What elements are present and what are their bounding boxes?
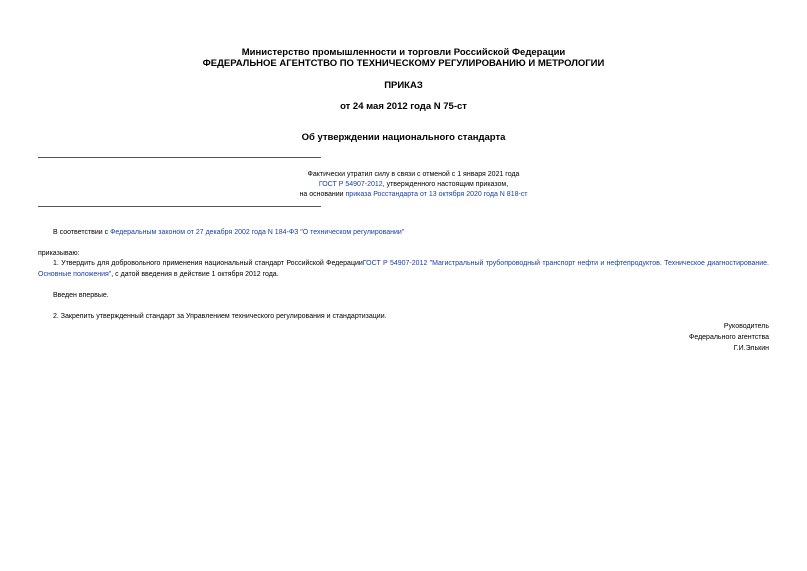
legal-basis-prefix: В соответствии с [53, 229, 111, 236]
order-word: приказываю: [38, 250, 80, 257]
top-divider [38, 157, 321, 158]
item-2-paragraph: 2. Закрепить утвержденный стандарт за Управлением технического регулирования и стандартизации. [53, 313, 387, 320]
gost-link[interactable]: ГОСТ Р 54907-2012 [318, 181, 383, 188]
signature-title-line-2: Федерального агентства [689, 334, 769, 341]
item-1-paragraph [38, 258, 769, 280]
status-note-line-3 [0, 190, 807, 199]
federal-law-link[interactable]: Федеральным законом от 27 декабря 2002 года N 184-ФЗ "О техническом регулировании" [110, 229, 405, 236]
signature-name: Г.И.Элькин [733, 345, 769, 352]
status-note-line-2 [0, 180, 807, 189]
standard-link[interactable]: ГОСТ Р 54907-2012 "Магистральный трубопроводный транспорт нефти и нефтепродуктов. Техническое диагностирование. Основные положения" [38, 260, 769, 278]
rosstandart-order-link[interactable]: приказа Росстандарта от 13 октября 2020 года N 818-ст [345, 191, 528, 198]
document-type-heading: ПРИКАЗ [384, 80, 423, 91]
bottom-divider [38, 206, 321, 207]
introduced-note: Введен впервые. [53, 292, 109, 299]
item-1-prefix: 1. Утвердить для добровольного применения национальный стандарт Российской Федерации [53, 260, 363, 267]
status-note-line-1: Фактически утратил силу в связи с отменой с 1 января 2021 года [307, 171, 520, 178]
agency-heading: ФЕДЕРАЛЬНОЕ АГЕНТСТВО ПО ТЕХНИЧЕСКОМУ РЕГУЛИРОВАНИЮ И МЕТРОЛОГИИ [202, 58, 605, 69]
item-1-suffix: , с датой введения в действие 1 октября 2012 года. [111, 271, 279, 278]
legal-basis-paragraph [53, 228, 404, 237]
document-date-number: от 24 мая 2012 года N 75-ст [340, 101, 467, 112]
status-note-line-2-rest: , утвержденного настоящим приказом, [382, 181, 509, 188]
ministry-heading: Министерство промышленности и торговли Российской Федерации [241, 47, 566, 58]
signature-title-line-1: Руководитель [723, 323, 769, 330]
document-subject: Об утверждении национального стандарта [301, 132, 506, 143]
status-note-line-3-prefix: на основании [299, 191, 346, 198]
